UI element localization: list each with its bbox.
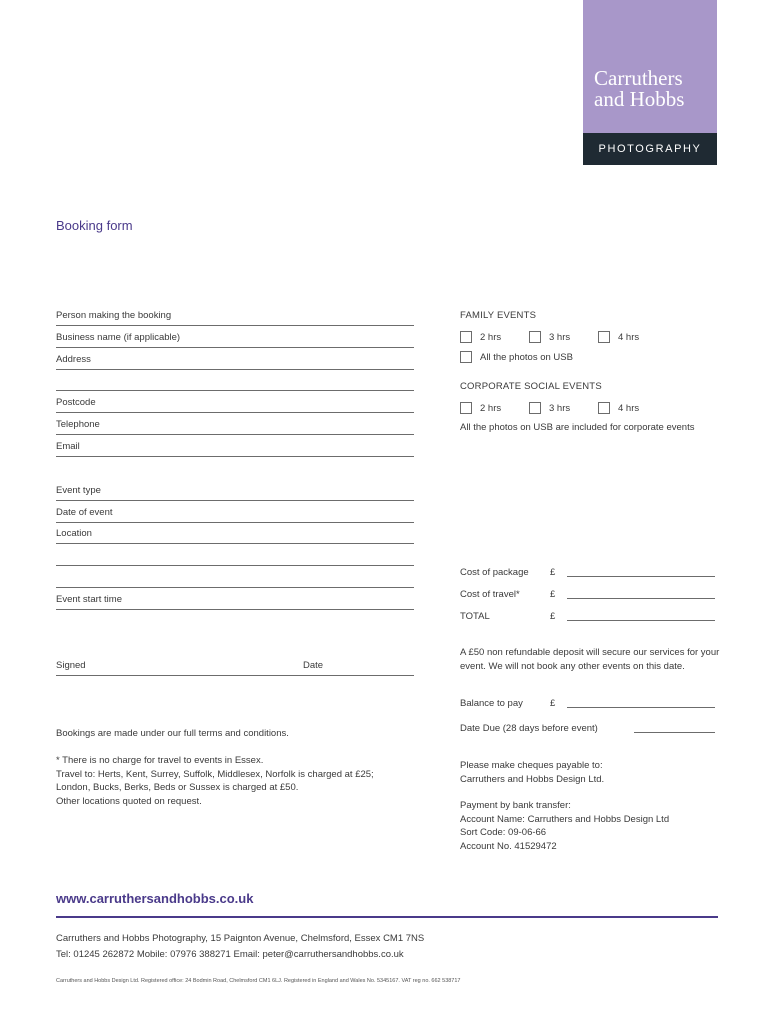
option-label: All the photos on USB [480, 352, 573, 363]
date-of-event-field[interactable] [56, 506, 414, 523]
bank-line: Sort Code: 09-06-66 [460, 827, 547, 838]
deposit-text: A £50 non refundable deposit will secure our services for your event. We will not book any other events on this date. [460, 647, 720, 672]
bank-line: Account Name: Carruthers and Hobbs Design Ltd [460, 813, 670, 825]
option-label: 4 hrs [618, 332, 640, 343]
corporate-option-4hrs[interactable] [598, 402, 639, 416]
address-field[interactable] [56, 353, 414, 370]
family-option-4hrs[interactable] [598, 331, 639, 345]
travel-note-line: London, Bucks, Berks, Beds or Sussex is charged at £50. [56, 782, 299, 793]
total-input[interactable] [567, 620, 715, 621]
corporate-option-2hrs[interactable] [460, 402, 501, 416]
family-events-heading: FAMILY EVENTS [460, 310, 537, 321]
bank-info [460, 799, 669, 853]
logo-name-line1: Carruthers [594, 66, 683, 90]
cheques-line: Carruthers and Hobbs Design Ltd. [460, 773, 605, 785]
date-label: Date [303, 660, 324, 671]
registered-info: Carruthers and Hobbs Design Ltd. Registered office: 24 Bodmin Road, Chelmsford CM1 6LJ. Registered in England and Wales No. 5345167. VAT reg no. 662 538717 [56, 978, 461, 984]
option-label: 3 hrs [549, 403, 571, 414]
travel-note-line: Other locations quoted on request. [56, 795, 202, 807]
checkbox[interactable] [529, 402, 541, 414]
business-field[interactable] [56, 331, 414, 348]
option-label: 2 hrs [480, 332, 502, 343]
logo-subtitle: PHOTOGRAPHY [598, 143, 702, 155]
location-label: Location [56, 528, 92, 539]
travel-note-line: * There is no charge for travel to events in Essex. [56, 755, 264, 766]
location-field-line3[interactable] [56, 571, 414, 588]
cost-travel-label: Cost of travel* [460, 589, 520, 600]
date-of-event-label: Date of event [56, 507, 113, 518]
checkbox[interactable] [529, 331, 541, 343]
footer-contact [56, 931, 424, 963]
signature-field[interactable] [56, 659, 414, 676]
checkbox[interactable] [460, 351, 472, 363]
balance-input[interactable] [567, 707, 715, 708]
event-type-label: Event type [56, 485, 101, 496]
address-field-line2[interactable] [56, 374, 414, 391]
cost-package-input[interactable] [567, 576, 715, 577]
telephone-field[interactable] [56, 418, 414, 435]
start-time-label: Event start time [56, 594, 122, 605]
date-due-input[interactable] [634, 732, 715, 733]
bank-line: Account No. 41529472 [460, 840, 557, 852]
business-label: Business name (if applicable) [56, 332, 181, 343]
cost-travel-input[interactable] [567, 598, 715, 599]
postcode-field[interactable] [56, 396, 414, 413]
checkbox[interactable] [460, 331, 472, 343]
currency-symbol: £ [550, 567, 556, 578]
location-field[interactable] [56, 527, 414, 544]
website-link[interactable]: www.carruthersandhobbs.co.uk [56, 891, 254, 906]
corporate-events-heading: CORPORATE SOCIAL EVENTS [460, 381, 602, 392]
option-label: 4 hrs [618, 403, 640, 414]
cheques-info [460, 759, 604, 786]
corporate-usb-note: All the photos on USB are included for corporate events [460, 422, 695, 433]
logo-name [594, 68, 684, 110]
checkbox[interactable] [460, 402, 472, 414]
checkbox[interactable] [598, 331, 610, 343]
currency-symbol: £ [550, 698, 556, 709]
option-label: 2 hrs [480, 403, 502, 414]
start-time-field[interactable] [56, 593, 414, 610]
balance-label: Balance to pay [460, 698, 523, 709]
terms-text: Bookings are made under our full terms and conditions. [56, 728, 289, 739]
address-label: Address [56, 354, 91, 365]
footer-address: Carruthers and Hobbs Photography, 15 Paignton Avenue, Chelmsford, Essex CM1 7NS [56, 933, 425, 944]
cost-package-label: Cost of package [460, 567, 529, 578]
cheques-line: Please make cheques payable to: [460, 760, 603, 771]
travel-note [56, 754, 374, 808]
total-label: TOTAL [460, 611, 490, 622]
signed-label: Signed [56, 660, 86, 671]
postcode-label: Postcode [56, 397, 96, 408]
family-option-3hrs[interactable] [529, 331, 570, 345]
currency-symbol: £ [550, 589, 556, 600]
corporate-option-3hrs[interactable] [529, 402, 570, 416]
option-label: 3 hrs [549, 332, 571, 343]
currency-symbol: £ [550, 611, 556, 622]
event-type-field[interactable] [56, 484, 414, 501]
email-label: Email [56, 441, 80, 452]
footer-contact-line: Tel: 01245 262872 Mobile: 07976 388271 Email: peter@carruthersandhobbs.co.uk [56, 949, 404, 960]
page-title: Booking form [56, 218, 133, 233]
person-label: Person making the booking [56, 310, 172, 321]
footer-divider [56, 916, 718, 918]
family-option-2hrs[interactable] [460, 331, 501, 345]
checkbox[interactable] [598, 402, 610, 414]
date-due-label: Date Due (28 days before event) [460, 723, 598, 734]
logo-name-line2: and Hobbs [594, 87, 685, 111]
telephone-label: Telephone [56, 419, 100, 430]
travel-note-line: Travel to: Herts, Kent, Surrey, Suffolk, Middlesex, Norfolk is charged at £25; [56, 768, 374, 780]
person-field[interactable] [56, 309, 414, 326]
email-field[interactable] [56, 440, 414, 457]
location-field-line2[interactable] [56, 549, 414, 566]
bank-line: Payment by bank transfer: [460, 800, 571, 811]
family-option-usb[interactable] [460, 351, 573, 365]
